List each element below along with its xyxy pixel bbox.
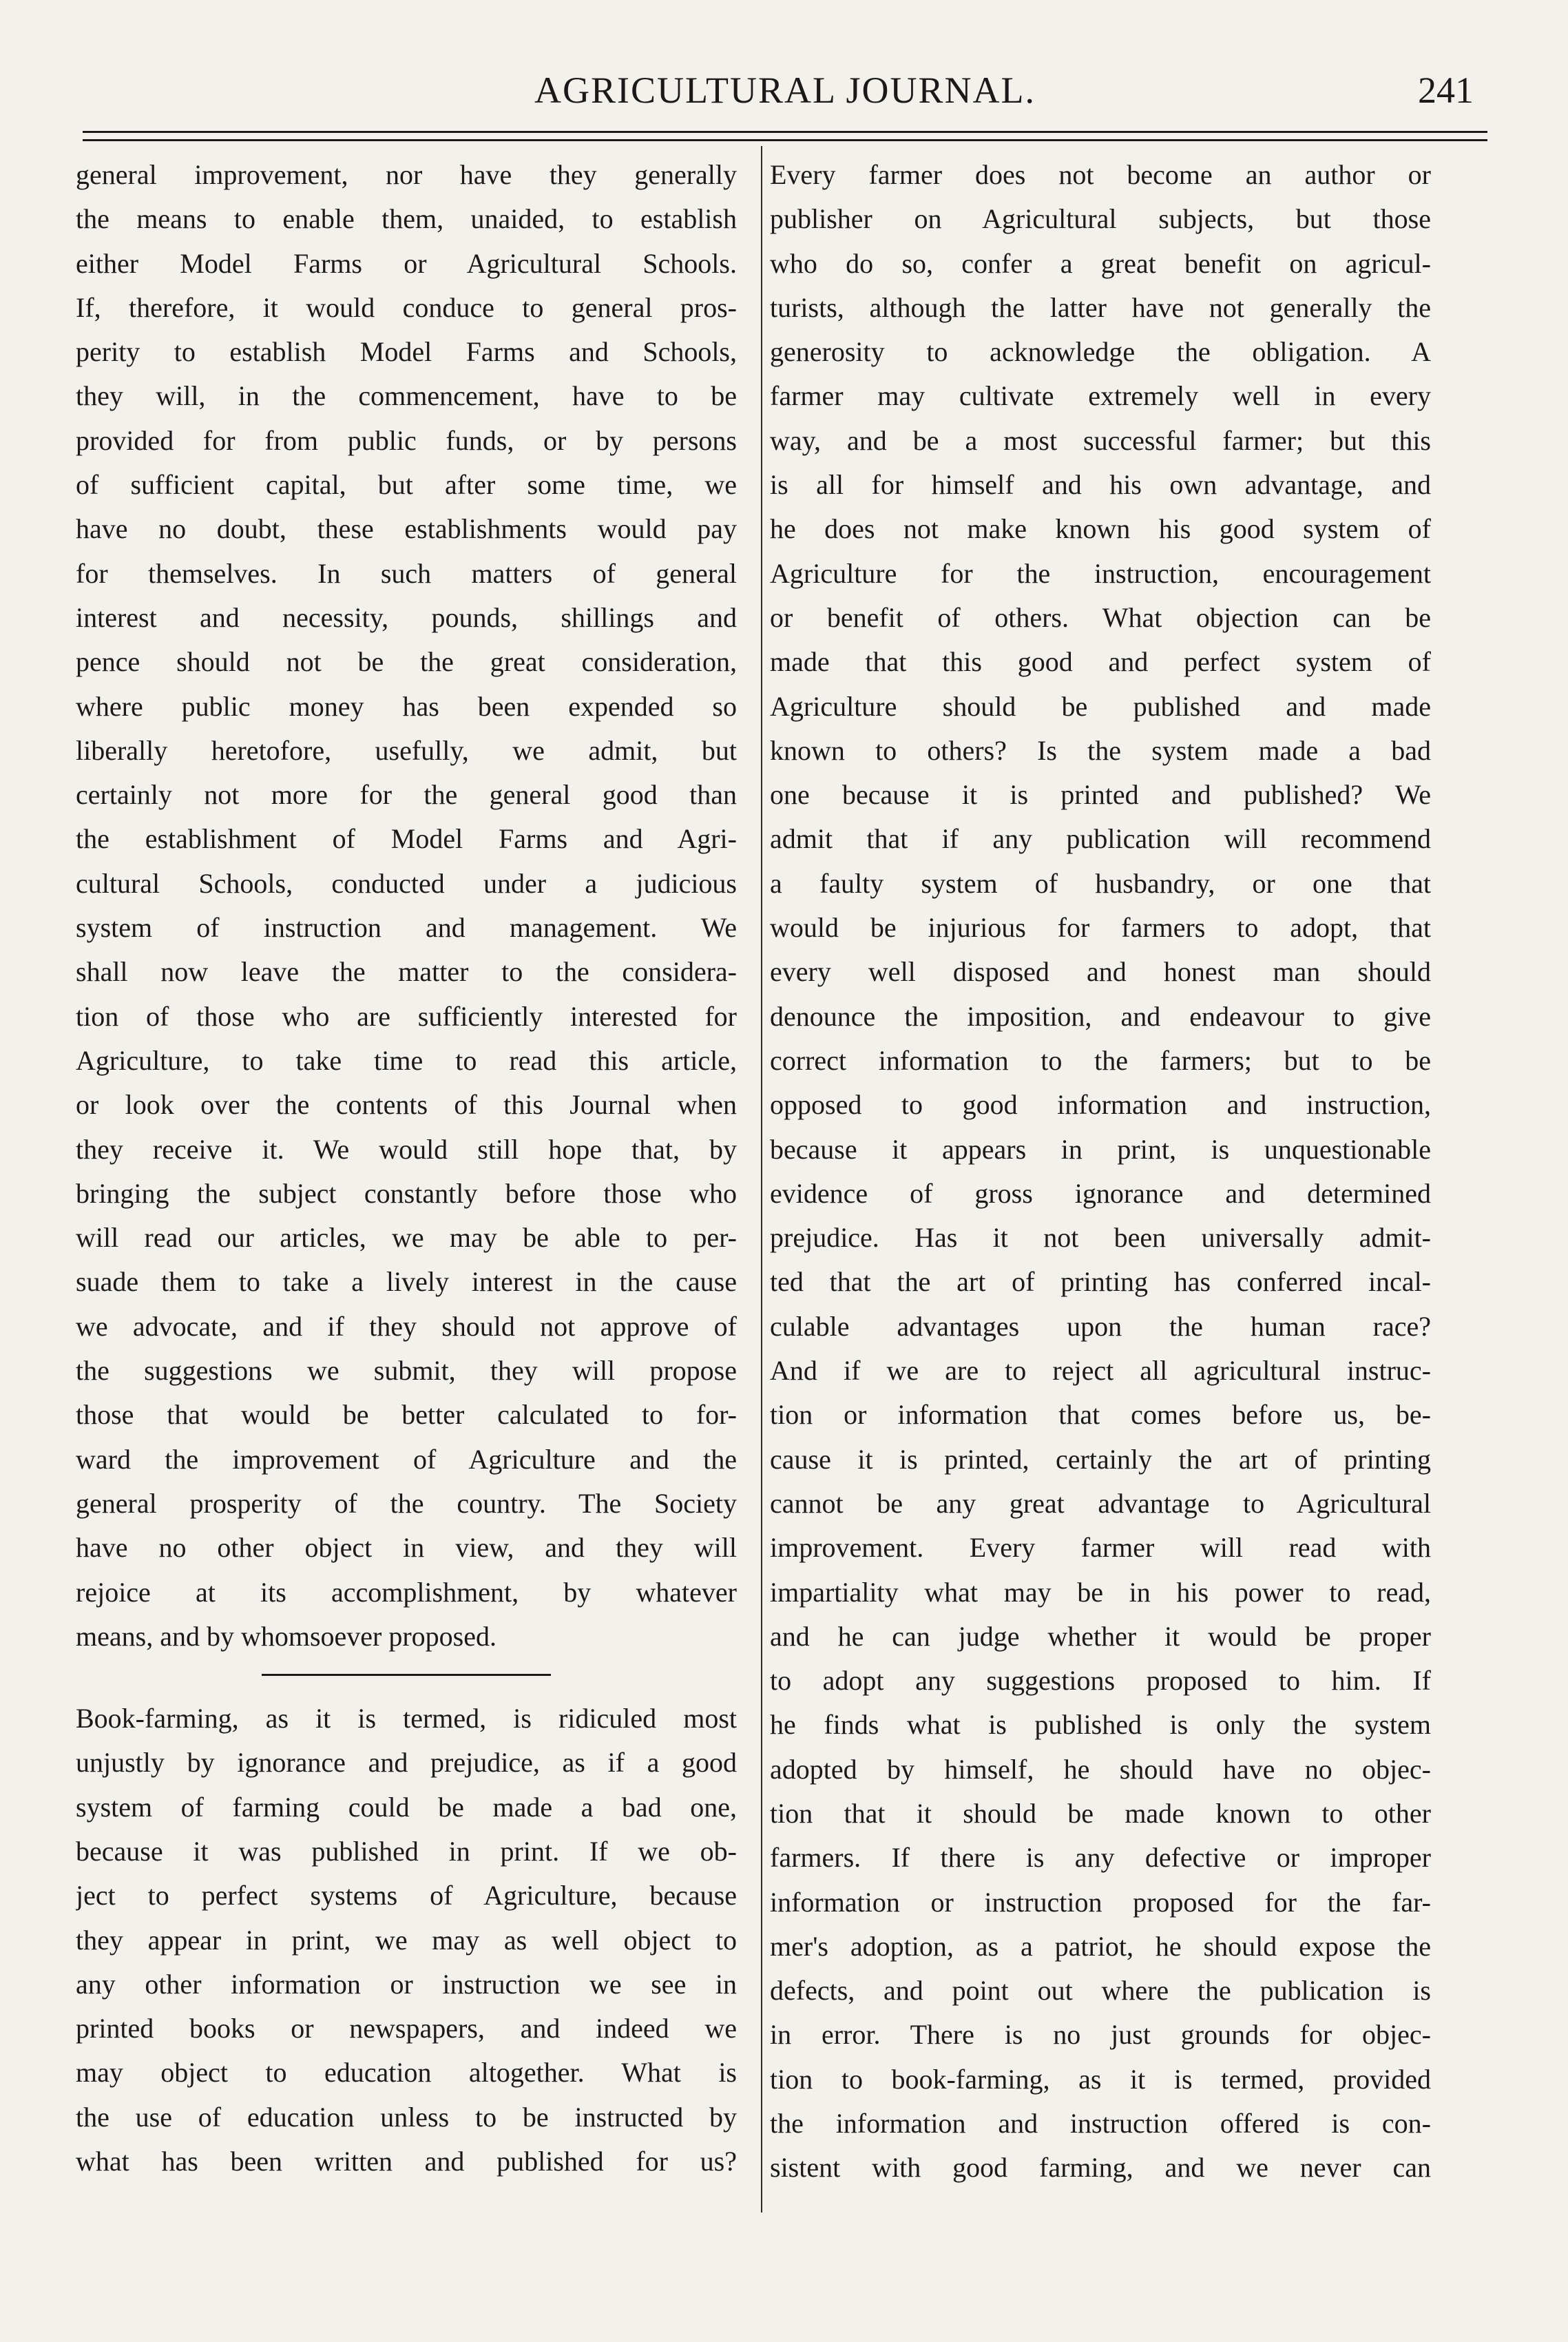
text-line: impartiality what may be in his power to read, (770, 1576, 1431, 1608)
text-line: provided for from public funds, or by persons (76, 424, 737, 456)
paragraph-model-farms (76, 153, 737, 1659)
text-line: the suggestions we submit, they will propose (76, 1355, 737, 1387)
text-line: or benefit of others. What objection can be (770, 601, 1431, 633)
text-line: If, therefore, it would conduce to general pros- (76, 291, 737, 323)
text-line: tion of those who are sufficiently interested for (76, 1000, 737, 1032)
text-line: tion to book-farming, as it is termed, provided (770, 2063, 1431, 2095)
text-line: because it was published in print. If we ob- (76, 1835, 737, 1867)
column-divider (761, 146, 762, 2213)
text-line: Agriculture should be published and made (770, 690, 1431, 722)
text-line: Agriculture, to take time to read this article, (76, 1044, 737, 1076)
text-line: general prosperity of the country. The Society (76, 1487, 737, 1519)
text-line: every well disposed and honest man should (770, 956, 1431, 988)
page-number: 241 (1418, 70, 1474, 111)
text-line: rejoice at its accomplishment, by whatever (76, 1576, 737, 1608)
text-line: cause it is printed, certainly the art of printing (770, 1443, 1431, 1475)
text-line: Book-farming, as it is termed, is ridiculed most (76, 1703, 737, 1734)
text-line: shall now leave the matter to the considera- (76, 956, 737, 988)
text-line: cultural Schools, conducted under a judicious (76, 867, 737, 899)
text-line: interest and necessity, pounds, shillings and (76, 601, 737, 633)
text-line: they will, in the commencement, have to be (76, 380, 737, 412)
text-line: in error. There is no just grounds for objec- (770, 2019, 1431, 2051)
text-line: who do so, confer a great benefit on agricul- (770, 247, 1431, 279)
text-line: tion or information that comes before us, be- (770, 1399, 1431, 1431)
text-line: made that this good and perfect system of (770, 646, 1431, 678)
text-line: the use of education unless to be instructed by (76, 2101, 737, 2133)
text-line: ject to perfect systems of Agriculture, because (76, 1880, 737, 1911)
text-line: Every farmer does not become an author or (770, 159, 1431, 190)
text-line: ward the improvement of Agriculture and the (76, 1443, 737, 1475)
paragraph-book-farming (76, 1697, 737, 2184)
text-line: And if we are to reject all agricultural instruc- (770, 1355, 1431, 1387)
text-line: perity to establish Model Farms and Schools, (76, 336, 737, 368)
text-line: one because it is printed and published? We (770, 779, 1431, 811)
text-line: cannot be any great advantage to Agricultural (770, 1487, 1431, 1519)
text-line: liberally heretofore, usefully, we admit, but (76, 734, 737, 766)
text-line: where public money has been expended so (76, 690, 737, 722)
text-line: or look over the contents of this Journal when (76, 1089, 737, 1121)
running-head (69, 69, 1501, 131)
text-line: defects, and point out where the publication is (770, 1975, 1431, 2007)
text-line: generosity to acknowledge the obligation. A (770, 336, 1431, 368)
text-line: and he can judge whether it would be proper (770, 1620, 1431, 1652)
journal-title: AGRICULTURAL JOURNAL. (534, 70, 1036, 111)
text-line: printed books or newspapers, and indeed we (76, 2013, 737, 2044)
text-line: is all for himself and his own advantage, and (770, 469, 1431, 501)
text-line: publisher on Agricultural subjects, but those (770, 203, 1431, 235)
text-line: the information and instruction offered is con- (770, 2108, 1431, 2139)
text-line: may object to education altogether. What is (76, 2057, 737, 2089)
text-line: sistent with good farming, and we never can (770, 2152, 1431, 2184)
text-line: means, and by whomsoever proposed. (76, 1620, 496, 1652)
text-line: what has been written and published for us? (76, 2146, 737, 2177)
text-line: turists, although the latter have not generally the (770, 291, 1431, 323)
text-line: bringing the subject constantly before those who (76, 1177, 737, 1209)
text-line: suade them to take a lively interest in the cause (76, 1266, 737, 1298)
text-line: the means to enable them, unaided, to establish (76, 203, 737, 235)
left-column (76, 153, 737, 2184)
text-line: culable advantages upon the human race? (770, 1310, 1431, 1342)
text-line: adopted by himself, he should have no objec- (770, 1753, 1431, 1785)
text-line: those that would be better calculated to for- (76, 1399, 737, 1431)
text-line: pence should not be the great consideration, (76, 646, 737, 678)
text-line: correct information to the farmers; but to be (770, 1044, 1431, 1076)
text-line: we advocate, and if they should not approve of (76, 1310, 737, 1342)
text-line: have no other object in view, and they will (76, 1532, 737, 1564)
text-line: will read our articles, we may be able to per- (76, 1222, 737, 1254)
header-rule-bottom (83, 139, 1487, 141)
text-line: way, and be a most successful farmer; but this (770, 424, 1431, 456)
text-line: the establishment of Model Farms and Agri- (76, 823, 737, 855)
text-line: they appear in print, we may as well object to (76, 1924, 737, 1956)
text-line: prejudice. Has it not been universally admit- (770, 1222, 1431, 1254)
text-line: farmers. If there is any defective or improper (770, 1842, 1431, 1874)
text-line: either Model Farms or Agricultural Schools. (76, 247, 737, 279)
text-line: mer's adoption, as a patriot, he should expose the (770, 1930, 1431, 1962)
text-line: have no doubt, these establishments would pay (76, 513, 737, 545)
text-line: because it appears in print, is unquestionable (770, 1133, 1431, 1165)
text-line: he does not make known his good system of (770, 513, 1431, 545)
text-line: for themselves. In such matters of general (76, 557, 737, 589)
text-line: a faulty system of husbandry, or one that (770, 867, 1431, 899)
text-line: Agriculture for the instruction, encouragement (770, 557, 1431, 589)
text-line: certainly not more for the general good than (76, 779, 737, 811)
text-line: general improvement, nor have they generally (76, 159, 737, 190)
text-line: evidence of gross ignorance and determined (770, 1177, 1431, 1209)
section-divider-rule (262, 1674, 551, 1676)
text-line: would be injurious for farmers to adopt, that (770, 912, 1431, 944)
text-line: they receive it. We would still hope that, by (76, 1133, 737, 1165)
text-line: denounce the imposition, and endeavour to give (770, 1000, 1431, 1032)
text-line: system of instruction and management. We (76, 912, 737, 944)
header-rule-top (83, 131, 1487, 133)
text-line: ted that the art of printing has conferred incal- (770, 1266, 1431, 1298)
text-line: improvement. Every farmer will read with (770, 1532, 1431, 1564)
text-line: admit that if any publication will recommend (770, 823, 1431, 855)
text-line: of sufficient capital, but after some time, we (76, 469, 737, 501)
text-line: known to others? Is the system made a bad (770, 734, 1431, 766)
text-line: he finds what is published is only the system (770, 1709, 1431, 1741)
text-line: farmer may cultivate extremely well in every (770, 380, 1431, 412)
text-line: tion that it should be made known to other (770, 1797, 1431, 1829)
text-line: information or instruction proposed for the far- (770, 1886, 1431, 1918)
text-line: opposed to good information and instruction, (770, 1089, 1431, 1121)
text-line: to adopt any suggestions proposed to him. If (770, 1665, 1431, 1697)
text-line: unjustly by ignorance and prejudice, as if a good (76, 1747, 737, 1779)
text-line: any other information or instruction we see in (76, 1968, 737, 2000)
text-line: system of farming could be made a bad one, (76, 1791, 737, 1823)
right-column (770, 153, 1431, 2190)
